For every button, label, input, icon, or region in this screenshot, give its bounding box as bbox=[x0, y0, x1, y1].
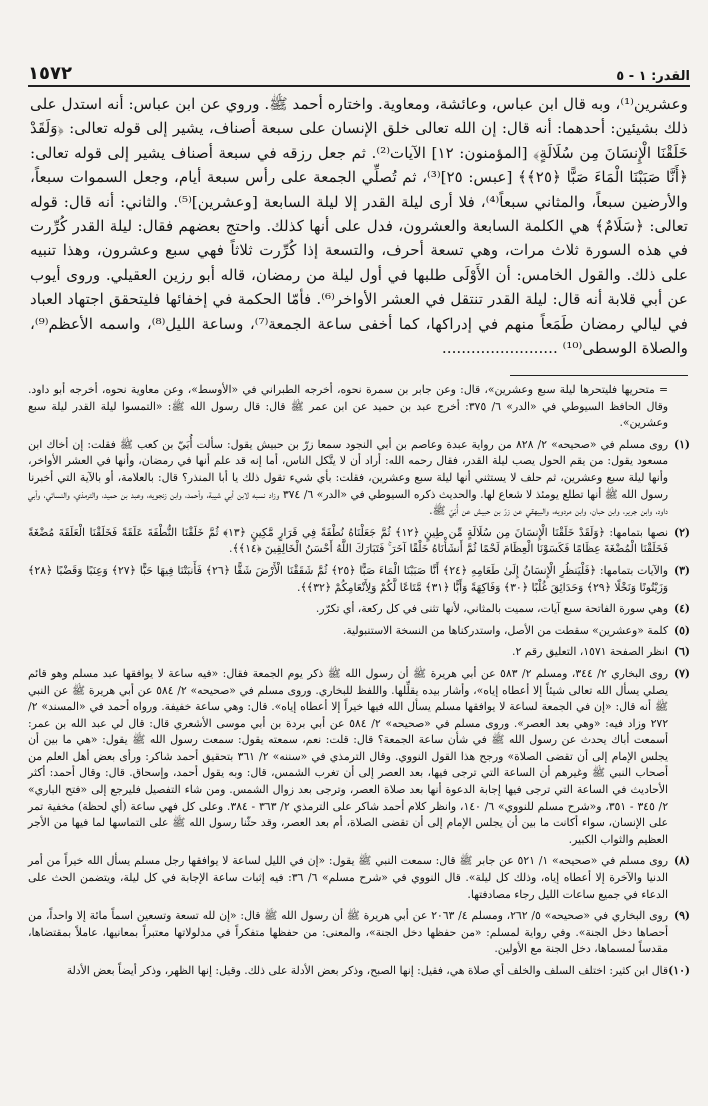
footnote-number: (٧) bbox=[673, 666, 690, 680]
footnote-text: قال ابن كثير: اختلف السلف والخلف أي صلاة هي، فقيل: إنها الصبح، وذكر بعض الأدلة على ذلك. وقيل: إنها الظهر، وذكر أيضاً بعض الأدلة bbox=[66, 964, 668, 977]
footnote-number bbox=[668, 382, 690, 432]
footnote-number: (٤) bbox=[673, 602, 690, 616]
footnote-separator bbox=[510, 375, 688, 376]
footnote-text: روى البخاري ٢/ ٣٤٤، ومسلم ٢/ ٥٨٣ عن أبي هريرة ﷺ أن رسول الله ﷺ ذكر يوم الجمعة فقال: «فيه ساعة لا يوافقها عبد مسلم وهو قائم يصلي يسأل الله تعالى شيئاً إلا أعطاه إياه»، وأشار بيده يقلِّلها. واللفظ للبخاري. وروى مسلم في «صحيحه» ٢/ ٥٨٤ عن أبي هريرة ﷺ عن النبي ﷺ أنه قال: «إن في الجمعة لساعة لا يوافقها مسلم يسأل الله فيها خيراً إلا أعطاه إياه». قال: وهي ساعة خفيفة. ورواه أحمد في «المسند» ٢/ ٢٧٢ وزاد فيه: «وهي بعد العصر». وروى مسلم في «صحيحه» ٢/ ٥٨٤ عن أبي بردة بن أبي موسى الأشعري قال: قال لي عبد الله بن عمر: أسمعت أباك يحدث عن رسول الله ﷺ في شأن ساعة الجمعة؟ قال: قلت: نعم، سمعته يقول: سمعت رسول الله ﷺ يقول: «هي ما بين أن يجلس الإمام إلى أن تقضى الصلاة» ورجح هذا القول النووي. وقال الترمذي في «سننه» ٢/ ٣٦١ بتحقيق أحمد شاكر: ورأى بعض أهل العلم من أصحاب النبي ﷺ وغيرهم أن الساعة التي ترجى فيها، بعد العصر إلى أن تغرب الشمس، قال: وبه يقول أحمد، وإسحاق. قال: وقال أحمد: أكثر الأحاديث في الساعة التي ترجى فيها إجابة الدعوة أنها بعد صلاة العصر، وترجى بعد زوال الشمس. ومن شاء التفصيل فليرجع إلى «فتح الباري» ٢/ ٣٤٥ - ٣٥١، و«شرح مسلم للنووي» ٦/ ١٤٠، وانظر كلام أحمد شاكر على الترمذي ٢/ ٣٦٣ - ٣٨٤. وعلى كل فهي ساعة (أي لحظة) مخفية تمر على الإنسان، سواء أكانت ما بين أن يجلس الإمام إلى أن تقضى الصلاة، أم بعد العصر، وقد حثّنا رسول الله ﷺ على التماسها لما فيها من الأجر العظيم والثواب الكبير. bbox=[28, 666, 669, 846]
footnote-continuation bbox=[28, 382, 690, 432]
footnote-number: (٥) bbox=[673, 623, 690, 637]
footnote-10 bbox=[28, 963, 690, 980]
header-rule bbox=[28, 85, 690, 87]
footnote-text: روى البخاري في «صحيحه» ٥/ ٢٦٢، ومسلم ٤/ ٢٠٦٣ عن أبي هريرة ﷺ أن رسول الله ﷺ قال: «إن لله تسعة وتسعين اسماً مائة إلا واحداً، من أحصاها دخل الجنة». وفي رواية لمسلم: «من حفظها دخل الجنة»، والمعنى: من حفظها متفكراً في مدلولاتها معتبراً بمعانيها، عاملاً بمقتضاها، مقدساً لمسماها، دخل الجنة مع الأولين. bbox=[28, 909, 668, 956]
running-head: القدر: ١ - ٥ bbox=[616, 69, 690, 84]
footnote-7 bbox=[28, 666, 690, 849]
footnote-text: روى مسلم في «صحيحه» ٢/ ٨٢٨ من رواية عبدة وعاصم بن أبي النجود سمعا زرّ بن حبيش يقول: سألت أُبَيّ بن كعب ﷺ فقلت: إن أخاك ابن مسعود يقول: من يقم الحول يصب ليلة القدر، فقال رحمه الله: أراد أن لا يتَّكل الناس، أما إنه قد علم أنها في رمضان، وأنها في العشر الأواخر، وأنها ليلة سبع وعشرين، ثم حلف لا يستثني أنها ليلة سبع وعشرين، فقلت: بأي شيء تقول ذلك يا أبا المنذر؟ قال: بالعلامة، أو بالآية التي أخبرنا رسول الله ﷺ أنها تطلع يومئذ لا شعاع لها. والحديث ذكره السيوطي في «الدر» ٦/ ٣٧٤ وزاد نسبه لابن أبي شيبة، وأحمد، وابن زنجويه، وعبد بن حميد، والترمذي، والنسائي، وأبي داود، وابن جرير، وابن حبان، وابن مردويه، والبيهقي عن زرّ بن حبيش عن أُبَيّ ﷺ. bbox=[28, 437, 669, 518]
footnote-number: (٩) bbox=[673, 909, 690, 923]
footnote-number: (٣) bbox=[673, 563, 690, 577]
footnote-1 bbox=[28, 437, 690, 520]
main-text bbox=[30, 92, 688, 360]
footnote-text: روى مسلم في «صحيحه» ١/ ٥٢١ عن جابر ﷺ قال: سمعت النبي ﷺ يقول: «إن في الليل لساعة لا يوافقها رجل مسلم يسأل الله خيراً من أمر الدنيا والآخرة إلا أعطاه إياه، وذلك كل ليلة». قال النووي في «شرح مسلم» ٦/ ٣٦: فيه إثبات ساعة الإجابة في كل ليلة، ويتضمن الحث على الدعاء في جميع ساعات الليل رجاء مصادفتها. bbox=[28, 854, 668, 901]
footnote-text: كلمة «وعشرين» سقطت من الأصل، واستدركناها من النسخة الاستنبولية. bbox=[342, 623, 668, 637]
footnote-number: (٨) bbox=[673, 854, 690, 868]
footnote-6 bbox=[28, 644, 690, 661]
footnote-3 bbox=[28, 563, 690, 596]
footnote-number: (١) bbox=[673, 437, 690, 451]
footnote-text: = متحريها فليتحرها ليلة سبع وعشرين»، قال: وعن جابر بن سمرة نحوه، أخرجه الطبراني في «الأوسط»، وعن معاوية نحوه، أخرجه أبو داود. وقال الحافظ السيوطي في «الدر» ٦/ ٣٧٥: أخرج عبد بن حميد عن ابن عمر ﷺ قال: قال رسول الله ﷺ: «التمسوا ليلة القدر ليلة سبع وعشرين». bbox=[28, 383, 668, 430]
footnote-4 bbox=[28, 601, 690, 618]
footnote-2 bbox=[28, 525, 690, 558]
footnote-number: (١٠) bbox=[668, 964, 690, 977]
footnote-number: (٦) bbox=[673, 645, 690, 659]
footnote-8 bbox=[28, 853, 690, 903]
footnote-5 bbox=[28, 623, 690, 640]
footnote-text: وهي سورة الفاتحة سبع آيات، سميت بالمثاني، لأنها تثنى في كل ركعة، أي تكرّر. bbox=[315, 602, 668, 616]
page-header bbox=[28, 58, 690, 84]
footnote-text: نصها بتمامها: ﴿وَلَقَدْ خَلَقْنَا الْإِنسَانَ مِن سُلَالَةٍ مِّن طِينٍ ﴿١٢﴾ ثُمَّ جَعَلْنَاهُ نُطْفَةً فِي قَرَارٍ مَّكِينٍ ﴿١٣﴾ ثُمَّ خَلَقْنَا النُّطْفَةَ عَلَقَةً فَخَلَقْنَا الْعَلَقَةَ مُضْغَةً فَخَلَقْنَا الْمُضْغَةَ عِظَامًا فَكَسَوْنَا الْعِظَامَ لَحْمًا ثُمَّ أَنشَأْنَاهُ خَلْقًا آخَرَ ۚ فَتَبَارَكَ اللَّهُ أَحْسَنُ الْخَالِقِينَ ﴿١٤﴾﴾. bbox=[28, 525, 669, 556]
footnotes bbox=[28, 382, 690, 985]
footnote-number: (٢) bbox=[673, 525, 690, 539]
main-paragraph: وعشرين⁽¹⁾، وبه قال ابن عباس، وعائشة، ومعاوية. واختاره أحمد ﷺ. وروي عن ابن عباس: أنه استدل على ذلك بشيئين: أحدهما: أنه قال: إن الله تعالى خلق الإنسان على سبعة أصناف، يشير إلى قوله تعالى: ﴿وَلَقَدْ خَلَقْنَا الْإِنسَانَ مِن سُلَالَةٍ﴾ [المؤمنون: ١٢] الآيات⁽²⁾. ثم جعل رزقه في سبعة أصناف يشير إلى قوله تعالى: ﴿أَنَّا صَبَبْنَا الْمَاءَ صَبًّا ﴿٢٥﴾﴾ [عبس: ٢٥]⁽³⁾، ثم تُصلِّي الجمعة على رأس سبعة أيام، وجعل السموات سبعاً، والأرضين سبعاً، والمثاني سبعاً⁽⁴⁾، فلا أرى ليلة القدر إلا ليلة السابعة [وعشرين]⁽⁵⁾. والثاني: أنه قال: قوله تعالى: ﴿سَلَامٌ﴾ هي الكلمة السابعة والعشرون، فدل على أنها كذلك. واحتج بعضهم فقال: ليلة القدر كُرِّرت في هذه السورة ثلاث مرات، وهي تسعة أحرف، والتسعة إذا كُرِّرت ثلاثاً فهي سبع وعشرون، وهذا تنبيه على ذلك. والقول الخامس: أن الأَوْلَى طلبها في أول ليلة من رمضان، قاله أبو رزين العقيلي. وروى أيوب عن أبي قلابة أنه قال: ليلة القدر تنتقل في العشر الأواخر⁽⁶⁾. فأمّا الحكمة في إخفائها فليتحقق اجتهاد العباد في ليالي رمضان طَمَعاً منهم في إدراكها، كما أخفى ساعة الجمعة⁽⁷⁾، وساعة الليل⁽⁸⁾، واسمه الأعظم⁽⁹⁾، والصلاة الوسطى⁽¹⁰⁾ ........................ bbox=[30, 95, 688, 358]
footnote-text: انظر الصفحة ١٥٧١، التعليق رقم ٢. bbox=[512, 645, 668, 659]
footnote-9 bbox=[28, 908, 690, 958]
page-number: ١٥٧٢ bbox=[28, 63, 72, 84]
footnote-text: والآيات بتمامها: ﴿فَلْيَنظُرِ الْإِنسَانُ إِلَىٰ طَعَامِهِ ﴿٢٤﴾ أَنَّا صَبَبْنَا الْمَاءَ صَبًّا ﴿٢٥﴾ ثُمَّ شَقَقْنَا الْأَرْضَ شَقًّا ﴿٢٦﴾ فَأَنبَتْنَا فِيهَا حَبًّا ﴿٢٧﴾ وَعِنَبًا وَقَضْبًا ﴿٢٨﴾ وَزَيْتُونًا وَنَخْلًا ﴿٢٩﴾ وَحَدَائِقَ غُلْبًا ﴿٣٠﴾ وَفَاكِهَةً وَأَبًّا ﴿٣١﴾ مَّتَاعًا لَّكُمْ وَلِأَنْعَامِكُمْ ﴿٣٢﴾﴾. bbox=[28, 563, 669, 594]
